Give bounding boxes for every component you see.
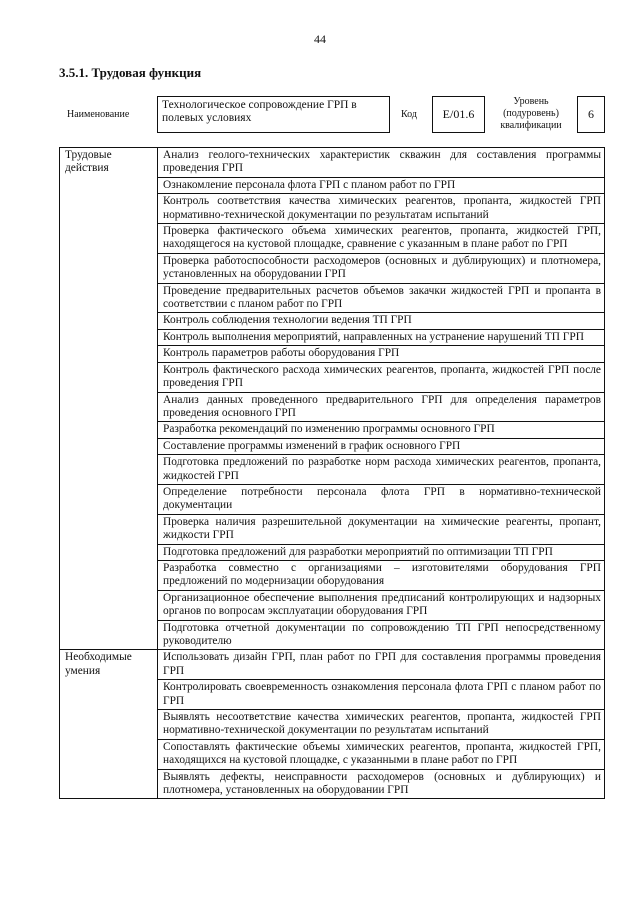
labor-actions-item: Контроль соблюдения технологии ведения ТП ГРП	[158, 313, 605, 329]
code-box	[432, 96, 485, 133]
labor-actions-item: Подготовка предложений по разработке норм расхода химических реагентов, пропанта, жидкостей ГРП	[158, 455, 605, 485]
required-skills-label: Необходимые умения	[60, 650, 158, 799]
labor-actions-item: Определение потребности персонала флота ГРП в нормативно-технической документации	[158, 484, 605, 514]
labor-actions-label: Трудовые действия	[60, 148, 158, 650]
labor-actions-item: Ознакомление персонала флота ГРП с планом работ по ГРП	[158, 177, 605, 193]
required-skills-item: Использовать дизайн ГРП, план работ по ГРП для составления программы проведения ГРП	[158, 650, 605, 680]
labor-actions-item: Анализ геолого-технических характеристик скважин для составления программы проведения ГРП	[158, 148, 605, 178]
required-skills-item: Выявлять дефекты, неисправности расходомеров (основных и дублирующих) и плотномера, установленных на оборудовании ГРП	[158, 769, 605, 799]
table-row	[60, 650, 605, 680]
required-skills-item: Выявлять несоответствие качества химических реагентов, пропанта, жидкостей ГРП нормативно-технической документации по результатам испытаний	[158, 710, 605, 740]
labor-function-table	[59, 147, 605, 799]
labor-actions-item: Проверка работоспособности расходомеров (основных и дублирующих) и плотномера, установленных на оборудовании ГРП	[158, 253, 605, 283]
labor-actions-item: Проведение предварительных расчетов объемов закачки жидкостей ГРП и пропанта в соответствии с планом работ по ГРП	[158, 283, 605, 313]
level-label	[490, 96, 572, 132]
labor-actions-item: Разработка совместно с организациями – изготовителями оборудования ГРП предложений по модернизации оборудования	[158, 560, 605, 590]
labor-actions-item: Подготовка предложений для разработки мероприятий по оптимизации ТП ГРП	[158, 544, 605, 560]
level-label-line-1: Уровень	[513, 96, 549, 107]
level-box	[577, 96, 605, 133]
labor-actions-item: Контроль соответствия качества химических реагентов, пропанта, жидкостей ГРП нормативно-технической документации по результатам испытаний	[158, 194, 605, 224]
labor-actions-item: Проверка наличия разрешительной документации на химические реагенты, пропант, жидкости ГРП	[158, 514, 605, 544]
section-title: 3.5.1. Трудовая функция	[59, 65, 202, 80]
labor-actions-item: Контроль выполнения мероприятий, направленных на устранение нарушений ТП ГРП	[158, 329, 605, 345]
required-skills-item: Контролировать своевременность ознакомления персонала флота ГРП с планом работ по ГРП	[158, 680, 605, 710]
labor-actions-item: Составление программы изменений в график основного ГРП	[158, 438, 605, 454]
level-value: 6	[588, 107, 594, 121]
labor-actions-item: Проверка фактического объема химических реагентов, пропанта, жидкостей ГРП, находящегося на кустовой площадке, сравнение с указанным в плане работ по ГРП	[158, 224, 605, 254]
name-label: Наименование	[67, 109, 130, 120]
labor-actions-item: Контроль фактического расхода химических реагентов, пропанта, жидкостей ГРП после проведения ГРП	[158, 362, 605, 392]
page-number: 44	[314, 32, 326, 46]
required-skills-item: Сопоставлять фактические объемы химических реагентов, пропанта, жидкостей ГРП, находящихся на кустовой площадке, с указанными в плане работ по ГРП	[158, 739, 605, 769]
level-label-line-3: квалификации	[500, 120, 562, 131]
labor-actions-item: Подготовка отчетной документации по сопровождению ТП ГРП непосредственному руководителю	[158, 620, 605, 650]
labor-actions-item: Контроль параметров работы оборудования ГРП	[158, 346, 605, 362]
code-label: Код	[401, 109, 417, 120]
function-name-value: Технологическое сопровождение ГРП в полевых условиях	[162, 99, 357, 124]
table-row	[60, 148, 605, 178]
labor-actions-item: Анализ данных проведенного предварительного ГРП для определения параметров проведения основного ГРП	[158, 392, 605, 422]
labor-actions-item: Разработка рекомендаций по изменению программы основного ГРП	[158, 422, 605, 438]
function-name-box	[157, 96, 390, 133]
level-label-line-2: (подуровень)	[503, 108, 559, 119]
code-value: E/01.6	[442, 107, 475, 121]
labor-actions-item: Организационное обеспечение выполнения предписаний контролирующих и надзорных органов по вопросам эксплуатации оборудования ГРП	[158, 590, 605, 620]
